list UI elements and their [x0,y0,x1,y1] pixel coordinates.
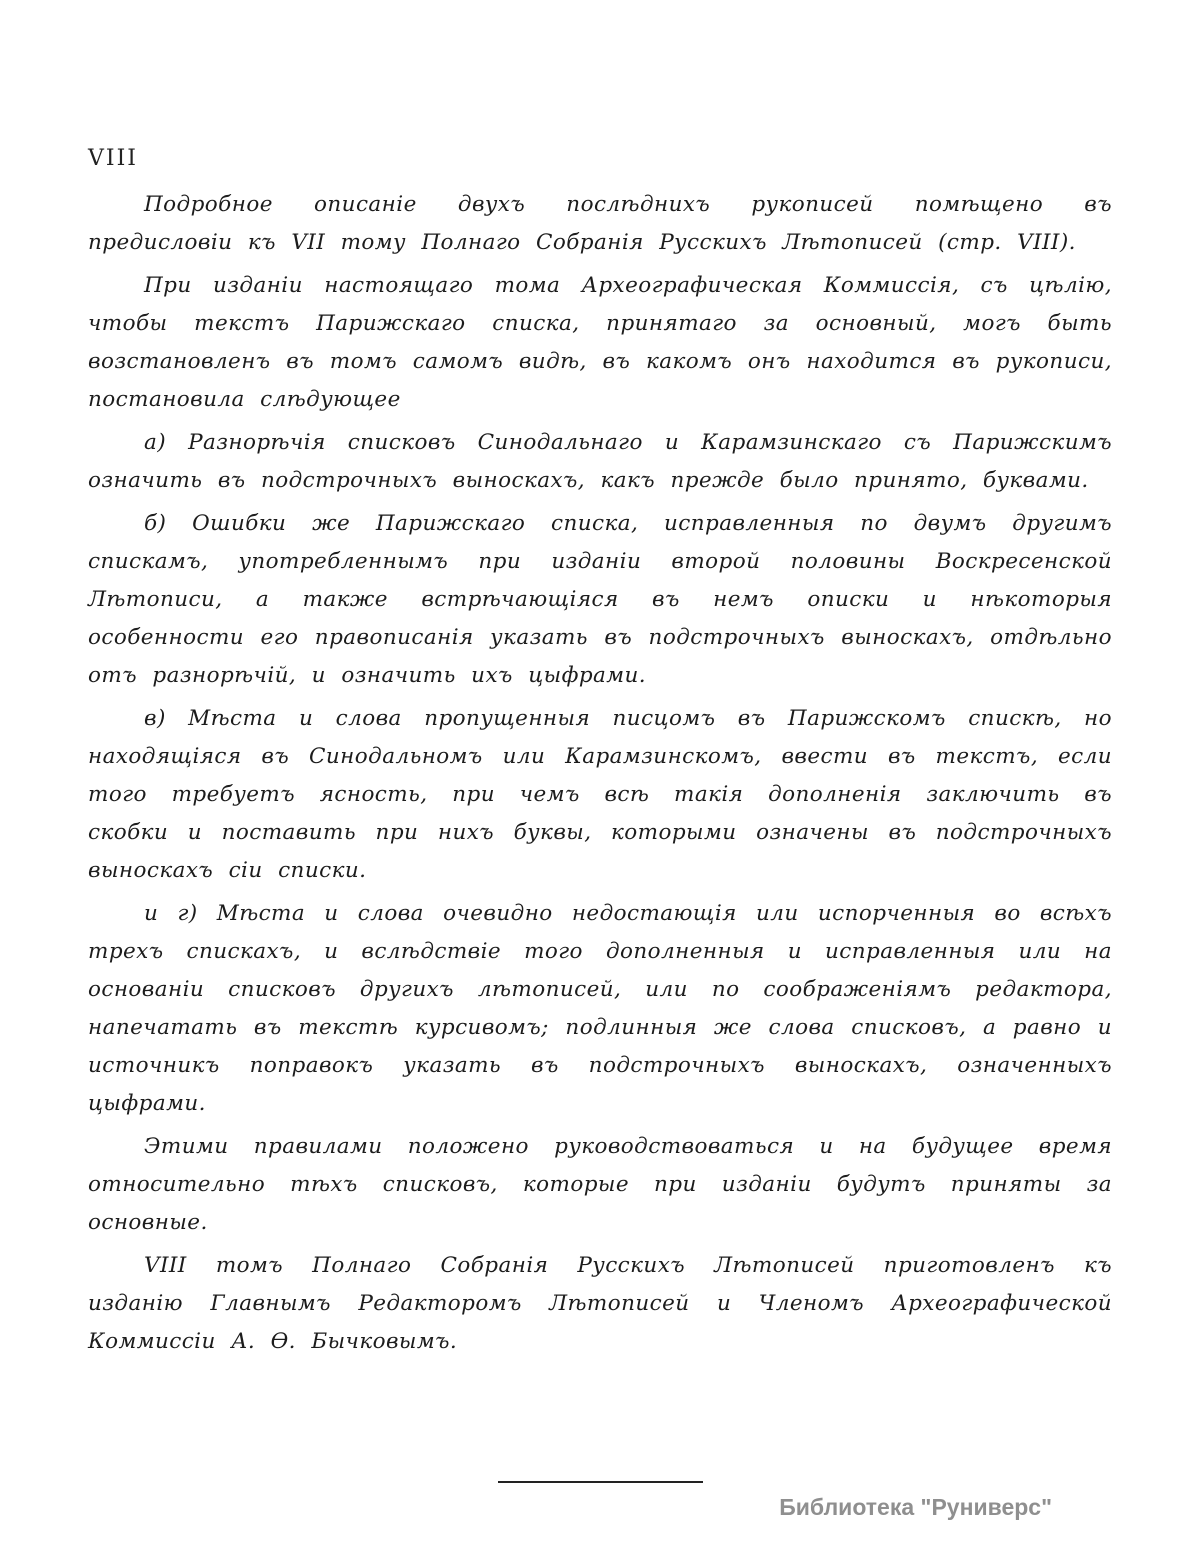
watermark: Библиотека "Руниверс" [779,1494,1052,1520]
paragraph: а) Разнорѣчія списковъ Синодальнаго и Карамзинскаго съ Парижскимъ означить въ подстрочныхъ выноскахъ, какъ прежде было принято, буквами. [88,430,1112,493]
paragraph: При изданіи настоящаго тома Археографическая Коммиссія, съ цѣлію, чтобы текстъ Парижскаго списка, принятаго за основный, могъ быть возстановленъ въ томъ самомъ видѣ, въ какомъ онъ находится въ рукописи, постановила слѣдующее [88,273,1112,412]
page-content [88,186,1112,1483]
paragraph: VIII томъ Полнаго Собранія Русскихъ Лѣтописей приготовленъ къ изданію Главнымъ Редакторомъ Лѣтописей и Членомъ Археографической Коммиссіи А. Ѳ. Бычковымъ. [88,1253,1112,1354]
paragraph: и г) Мѣста и слова очевидно недостающія или испорченныя во всѣхъ трехъ спискахъ, и вслѣдствіе того дополненныя и исправленныя или на основаніи списковъ другихъ лѣтописей, или по соображеніямъ редактора, напечатать въ текстѣ курсивомъ; подлинныя же слова списковъ, а равно и источникъ поправокъ указать въ подстрочныхъ выноскахъ, означенныхъ цыфрами. [88,901,1112,1116]
page-number: VIII [88,146,138,171]
section-divider [498,1481,703,1483]
paragraph: Этими правилами положено руководствоваться и на будущее время относительно тѣхъ списковъ, которые при изданіи будутъ приняты за основные. [88,1134,1112,1235]
paragraph: б) Ошибки же Парижскаго списка, исправленныя по двумъ другимъ спискамъ, употребленнымъ при изданіи второй половины Воскресенской Лѣтописи, а также встрѣчающіяся въ немъ описки и нѣкоторыя особенности его правописанія указать въ подстрочныхъ выноскахъ, отдѣльно отъ разнорѣчій, и означить ихъ цыфрами. [88,511,1112,688]
paragraph: Подробное описаніе двухъ послѣднихъ рукописей помѣщено въ предисловіи къ VII тому Полнаго Собранія Русскихъ Лѣтописей (стр. VIII). [88,192,1112,255]
paragraph: в) Мѣста и слова пропущенныя писцомъ въ Парижскомъ спискѣ, но находящіяся въ Синодальномъ или Карамзинскомъ, ввести въ текстъ, если того требуетъ ясность, при чемъ всѣ такія дополненія заключить въ скобки и поставить при нихъ буквы, которыми означены въ подстрочныхъ выноскахъ сіи списки. [88,706,1112,883]
